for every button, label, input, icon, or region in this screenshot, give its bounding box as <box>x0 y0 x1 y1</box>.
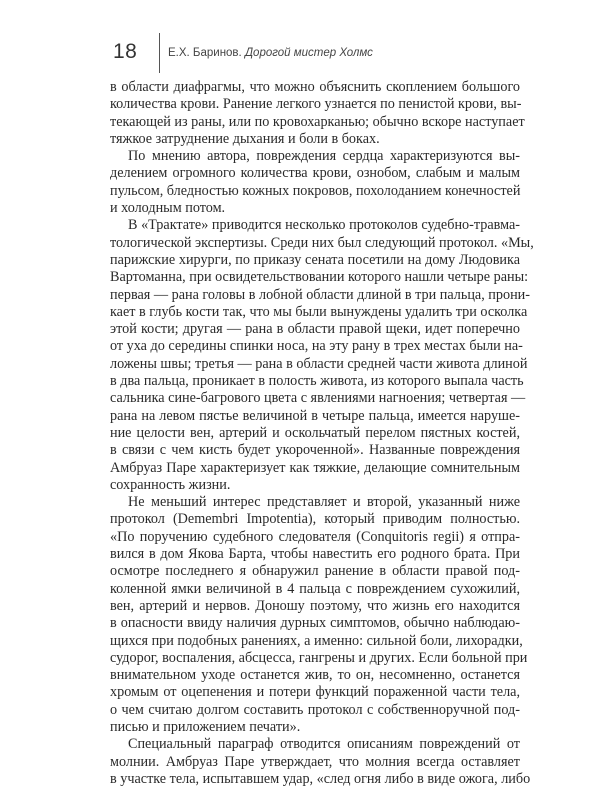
text-line: «По поручению судебного следователя (Conquitoris regii) я отпра- <box>110 528 520 545</box>
text-line: и холодным потом. <box>110 200 226 217</box>
text-line: тологической экспертизы. Среди них был следующий протокол. «Мы, <box>110 234 534 251</box>
text-line: в связи с чем кисть будет укороченной». Названные повреждения <box>110 442 520 459</box>
text-line: пульсом, бледностью кожных покровов, похолоданием конечностей <box>110 182 521 199</box>
text-line: в опасности ввиду наличия дурных симптомов, обычно наблюдаю- <box>110 615 520 632</box>
text-line: этой кости; другая — рана в области правой щеки, идет поперечно <box>110 321 520 338</box>
body-text <box>110 79 534 788</box>
paragraph <box>110 217 534 494</box>
text-line: Амбруаз Паре характеризует как тяжкие, делающие сомнительным <box>110 459 520 476</box>
text-line: судорог, воспаления, абсцесса, гангрены и других. Если больной при <box>110 649 528 666</box>
text-line: ложены швы; третья — рана в области средней части живота длиной <box>110 355 528 372</box>
running-head-title: Дорогой мистер Холмс <box>244 47 373 59</box>
text-line: сальника сине-багрового цвета с явлениями нагноения; четвертая — <box>110 390 526 407</box>
paragraph <box>110 79 525 148</box>
text-line: количества крови. Ранение легкого узнается по пенистой крови, вы- <box>110 96 522 113</box>
text-line: коленной ямки величиной в 4 пальца с повреждением сухожилий, <box>110 580 520 597</box>
text-line: щихся при подобных ранениях, а именно: сильной боли, лихорадки, <box>110 632 523 649</box>
text-line: рана на левом пястье величиной в четыре пальца, имеется наруше- <box>110 407 520 424</box>
text-line: осмотре последнего я обнаружил ранение в области правой под- <box>110 563 520 580</box>
page-number: 18 <box>113 40 138 63</box>
running-head-author: Е.Х. Баринов. <box>168 47 242 59</box>
text-line: первая — рана головы в лобной области длиной в три пальца, прони- <box>110 286 530 303</box>
text-line: в области диафрагмы, что можно объяснить скоплением большого <box>110 79 520 95</box>
text-line: вился в дом Якова Барта, чтобы навестить его родного брата. При <box>110 546 520 563</box>
text-line: текающей из раны, или по кровохарканью; обычно вскоре наступает <box>110 113 525 130</box>
text-line: внимательном уходе останется жив, то он, несомненно, останется <box>110 667 520 684</box>
text-line: Специальный параграф отводится описаниям повреждений от <box>128 736 520 753</box>
header-divider <box>159 33 160 73</box>
text-line: в участке тела, испытавшем удар, «след огня либо в виде ожога, либо <box>110 770 531 787</box>
text-line: делением огромного количества крови, ознобом, слабым и малым <box>110 165 520 182</box>
paragraph <box>110 148 520 217</box>
text-line: По мнению автора, повреждения сердца характеризуются вы- <box>128 148 520 165</box>
text-line: о чем считаю долгом составить протокол с собственноручной под- <box>110 701 520 718</box>
page-header <box>0 0 600 70</box>
text-line: В «Трактате» приводится несколько протоколов судебно-травма- <box>128 217 520 234</box>
text-line: вен, артерий и нервов. Доношу поэтому, что жизнь его находится <box>110 597 520 614</box>
text-line: протокол (Demembri Impotentia), который приводим полностью. <box>110 511 520 528</box>
paragraph <box>110 494 528 736</box>
text-line: молнии. Амбруаз Паре утверждает, что молния всегда оставляет <box>110 753 520 770</box>
text-line: тяжкое затруднение дыхания и боли в боках. <box>110 130 380 147</box>
paragraph <box>110 736 531 788</box>
text-line: Не меньший интерес представляет и второй, указанный ниже <box>128 494 520 511</box>
text-line: писью и приложением печати». <box>110 718 301 735</box>
text-line: сохранность жизни. <box>110 476 231 493</box>
text-line: парижские хирурги, по приказу сената посетили на дому Людовика <box>110 251 520 268</box>
text-line: от уха до середины спинки носа, на эту рану в трех местах были на- <box>110 338 523 355</box>
text-line: кает в глубь кости так, что мы были вынуждены удалить три осколка <box>110 303 528 320</box>
text-line: в два пальца, проникает в полость живота, из которого выпала часть <box>110 373 524 390</box>
text-line: Вартоманна, при освидетельствовании которого нашли четыре раны: <box>110 269 529 286</box>
text-line: хромым от оцепенения и потери функций пораженной части тела, <box>110 684 520 701</box>
running-head <box>168 46 373 60</box>
text-line: ние целости вен, артерий и оскольчатый перелом пястных костей, <box>110 424 520 441</box>
